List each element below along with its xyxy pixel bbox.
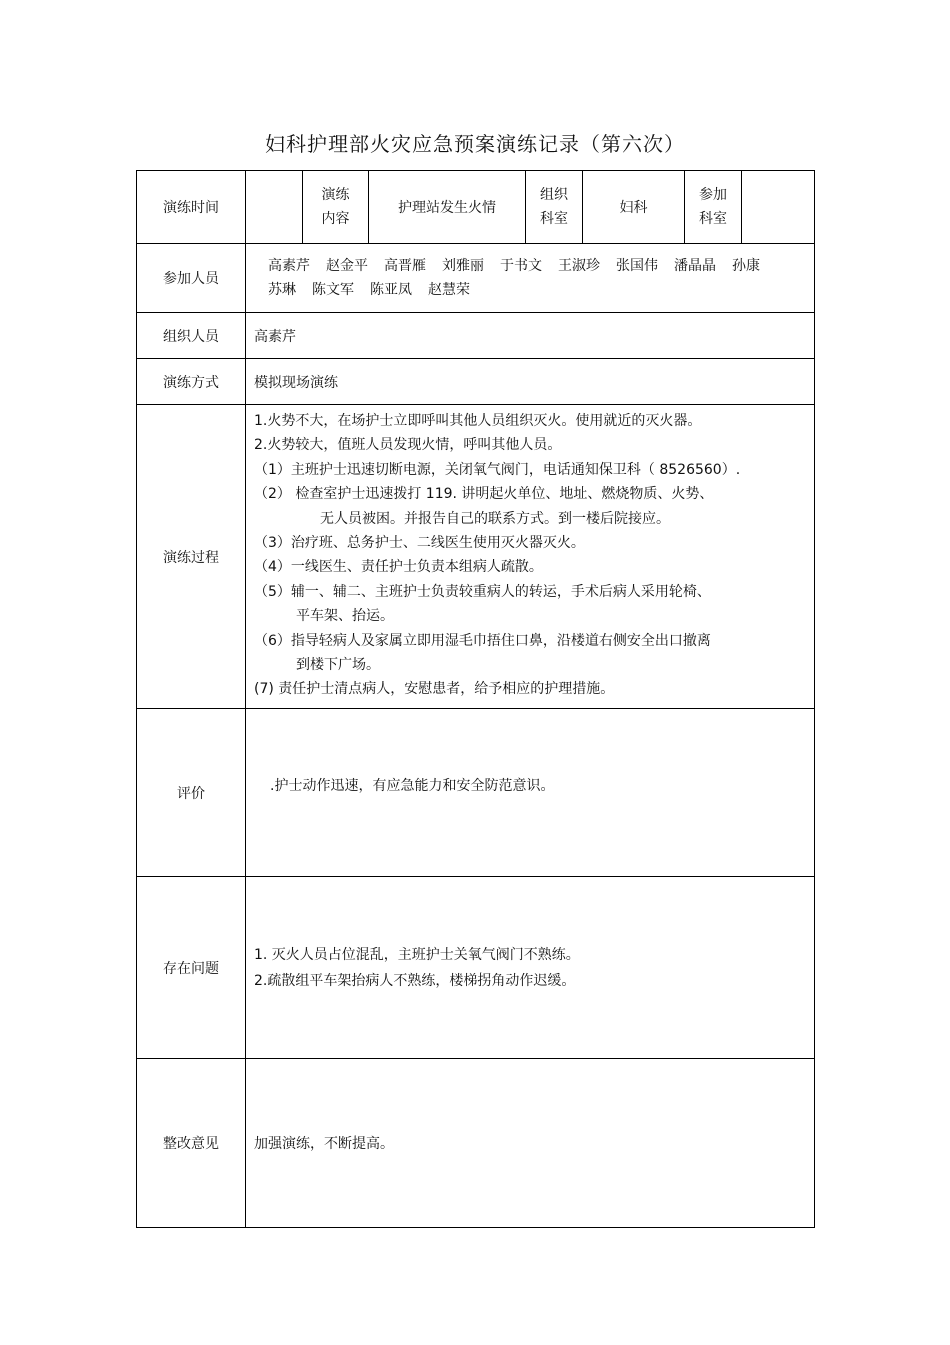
process-step: （3）治疗班、总务护士、二线医生使用灭火器灭火。 bbox=[254, 535, 585, 552]
process-step: 平车架、抬运。 bbox=[296, 608, 394, 625]
process-row bbox=[137, 405, 815, 709]
drill-content-label bbox=[303, 171, 369, 244]
rectification-value: 加强演练，不断提高。 bbox=[246, 1059, 815, 1228]
process-step: （2） 检查室护士迅速拨打 119. 讲明起火单位、地址、燃烧物质、火势、 bbox=[254, 486, 714, 503]
participating-dept-value bbox=[742, 171, 815, 244]
document-title: 妇科护理部火灾应急预案演练记录（第六次） bbox=[265, 132, 685, 156]
participants-line-2 bbox=[268, 278, 810, 302]
organizing-dept-label bbox=[526, 171, 583, 244]
drill-time-label: 演练时间 bbox=[137, 171, 246, 244]
drill-content-value: 护理站发生火情 bbox=[369, 171, 526, 244]
issue-item: 2.疏散组平车架抬病人不熟练，楼梯拐角动作迟缓。 bbox=[254, 972, 576, 989]
participant-name: 孙康 bbox=[732, 258, 760, 274]
process-step: 到楼下广场。 bbox=[296, 657, 380, 674]
participating-dept-label-line1: 参加 bbox=[699, 187, 727, 203]
process-label: 演练过程 bbox=[137, 405, 246, 709]
organizer-value: 高素芹 bbox=[246, 313, 815, 359]
organizing-dept-label-line1: 组织 bbox=[540, 187, 568, 203]
participant-name: 潘晶晶 bbox=[674, 258, 716, 274]
participant-name: 于书文 bbox=[500, 258, 542, 274]
participant-name: 张国伟 bbox=[616, 258, 658, 274]
participating-dept-label-line2: 科室 bbox=[699, 211, 727, 227]
participants-list bbox=[246, 244, 815, 313]
participant-name: 苏琳 bbox=[268, 282, 296, 298]
evaluation-row bbox=[137, 709, 815, 877]
participating-dept-label bbox=[685, 171, 742, 244]
method-label: 演练方式 bbox=[137, 359, 246, 405]
drill-record-table bbox=[136, 170, 815, 1228]
process-step: （4）一线医生、责任护士负责本组病人疏散。 bbox=[254, 559, 543, 576]
participant-name: 高素芹 bbox=[268, 258, 310, 274]
process-step: 1.火势不大，在场护士立即呼叫其他人员组织灭火。使用就近的灭火器。 bbox=[254, 413, 702, 429]
participant-name: 陈亚凤 bbox=[370, 282, 412, 298]
organizing-dept-label-line2: 科室 bbox=[540, 211, 568, 227]
organizer-label: 组织人员 bbox=[137, 313, 246, 359]
method-row bbox=[137, 359, 815, 405]
participants-label: 参加人员 bbox=[137, 244, 246, 313]
organizer-row bbox=[137, 313, 815, 359]
issue-item: 1. 灭火人员占位混乱，主班护士关氧气阀门不熟练。 bbox=[254, 946, 580, 963]
participants-line-1 bbox=[268, 254, 810, 278]
process-step: 2.火势较大，值班人员发现火情，呼叫其他人员。 bbox=[254, 437, 562, 454]
issues-list bbox=[246, 877, 815, 1059]
organizing-dept-value: 妇科 bbox=[583, 171, 685, 244]
issues-label: 存在问题 bbox=[137, 877, 246, 1059]
evaluation-label: 评价 bbox=[137, 709, 246, 877]
header-row bbox=[137, 171, 815, 244]
participants-row bbox=[137, 244, 815, 313]
rectification-row bbox=[137, 1059, 815, 1228]
process-step: （6）指导轻病人及家属立即用湿毛巾捂住口鼻，沿楼道右侧安全出口撤离 bbox=[254, 632, 711, 649]
process-step: （1）主班护士迅速切断电源，关闭氧气阀门，电话通知保卫科（ 8526560）. bbox=[254, 461, 741, 478]
process-steps bbox=[246, 405, 815, 709]
rectification-label: 整改意见 bbox=[137, 1059, 246, 1228]
drill-time-value bbox=[246, 171, 303, 244]
drill-content-label-line2: 内容 bbox=[321, 211, 350, 227]
issues-row bbox=[137, 877, 815, 1059]
process-step: （5）辅一、辅二、主班护士负责较重病人的转运，手术后病人采用轮椅、 bbox=[254, 583, 711, 600]
participant-name: 赵慧荣 bbox=[428, 282, 470, 298]
method-value: 模拟现场演练 bbox=[246, 359, 815, 405]
participant-name: 王淑珍 bbox=[558, 258, 600, 274]
participant-name: 高晋雁 bbox=[384, 258, 426, 274]
participant-name: 刘雅丽 bbox=[442, 258, 484, 274]
process-step: (7) 责任护士清点病人，安慰患者，给予相应的护理措施。 bbox=[254, 681, 615, 698]
evaluation-value: .护士动作迅速，有应急能力和安全防范意识。 bbox=[246, 709, 815, 877]
drill-content-label-line1: 演练 bbox=[321, 187, 350, 203]
participant-name: 陈文军 bbox=[312, 282, 354, 298]
process-step: 无人员被困。并报告自己的联系方式。到一楼后院接应。 bbox=[320, 510, 670, 527]
participant-name: 赵金平 bbox=[326, 258, 368, 274]
